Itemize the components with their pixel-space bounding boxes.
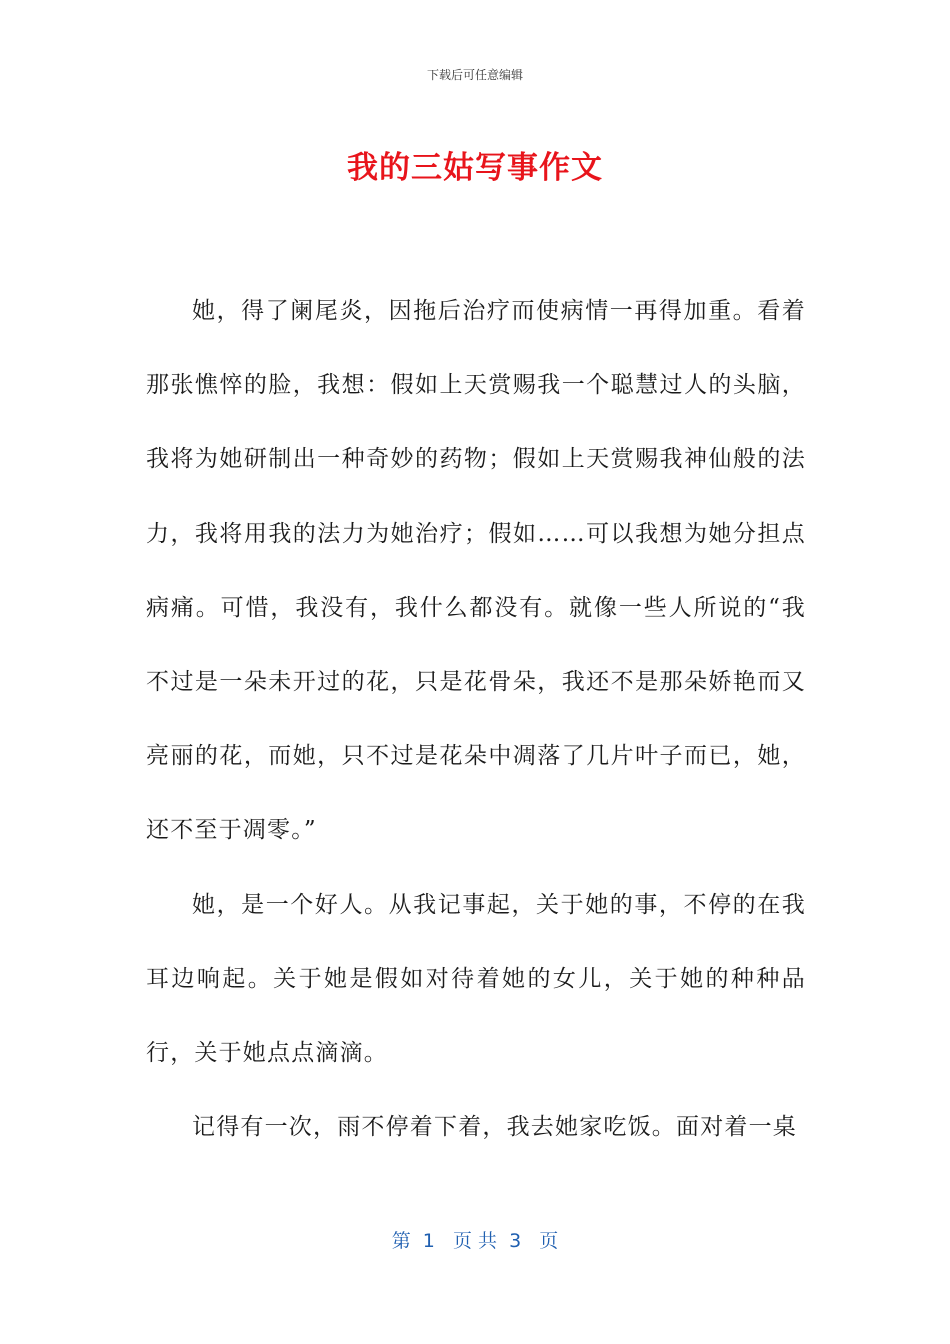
paragraph: 记得有一次，雨不停着下着，我去她家吃饭。面对着一桌	[192, 1114, 797, 1141]
paragraph: 她，得了阑尾炎，因拖后治疗而使病情一再得加重。看着那张憔悴的脸，我想：假如上天赏赐我一个聪慧过人的头脑，我将为她研制出一种奇妙的药物；假如上天赏赐我神仙般的法力，我将用我的法力为她治疗；假如……可以我想为她分担点病痛。可惜，我没有，我什么都没有。就像一些人所说的“我不过是一朵未开过的花，只是花骨朵，我还不是那朵娇艳而又亮丽的花，而她，只不过是花朵中凋落了几片叶子而已，她，还不至于凋零。”	[146, 298, 806, 844]
page-number: 第 1 页 共 3 页	[391, 1230, 559, 1252]
document-body	[146, 274, 806, 1164]
paragraph: 她，是一个好人。从我记事起，关于她的事，不停的在我耳边响起。关于她是假如对待着她的女儿，关于她的种种品行，关于她点点滴滴。	[146, 891, 806, 1067]
header-note: 下载后可任意编辑	[426, 68, 523, 82]
document-title: 我的三姑写事作文	[347, 150, 603, 186]
